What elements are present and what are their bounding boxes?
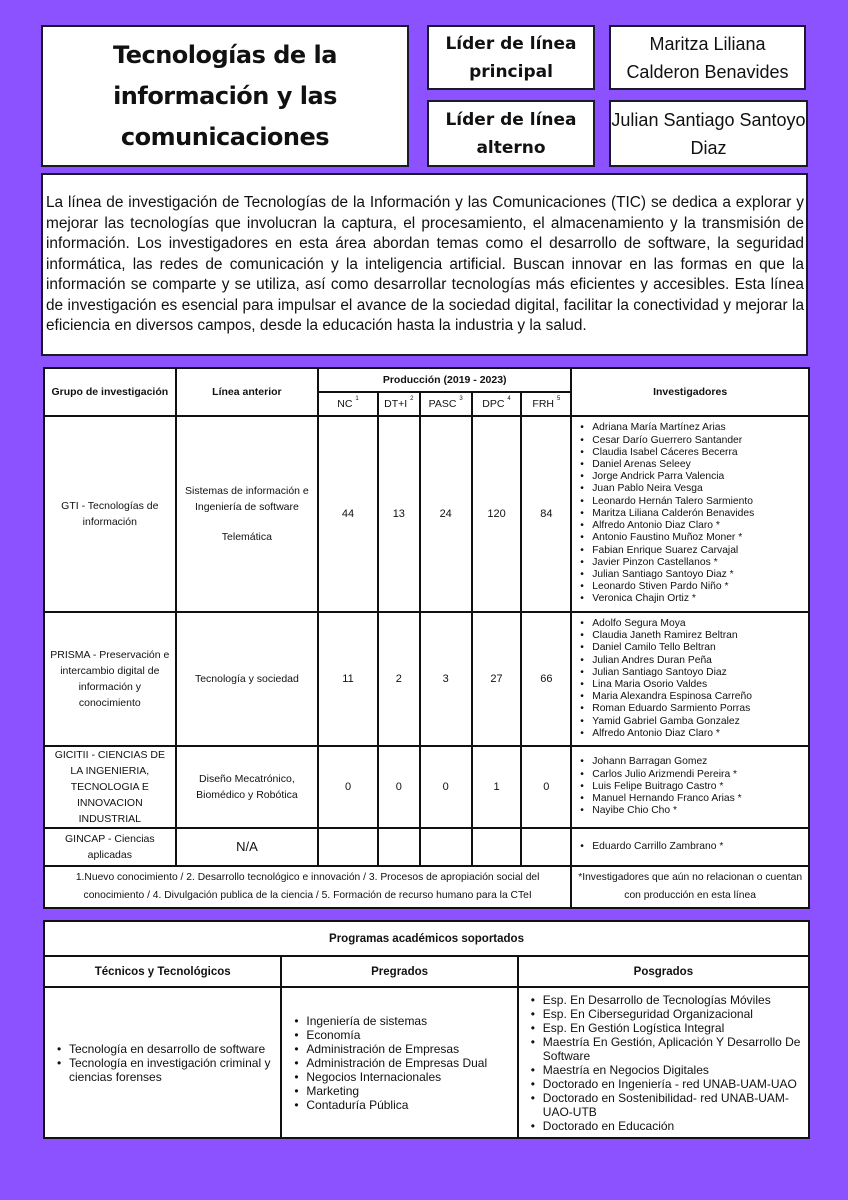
title-panel — [41, 25, 409, 167]
value-frh: 66 — [521, 612, 571, 746]
list-item: • Doctorado en Sostenibilidad- red UNAB-UAM-UAO-UTB — [531, 1091, 802, 1119]
value-dti — [378, 828, 420, 866]
list-item: • Maria Alexandra Espinosa Carreño — [580, 691, 804, 703]
list-item: • Julian Santiago Santoyo Diaz * — [580, 569, 804, 581]
programs-title: Programas académicos soportados — [44, 921, 809, 956]
value-dpc: 27 — [472, 612, 522, 746]
list-item: • Manuel Hernando Franco Arias * — [580, 793, 804, 805]
list-item: • Yamid Gabriel Gamba Gonzalez — [580, 716, 804, 728]
list-item: • Adriana María Martínez Arias — [580, 422, 804, 434]
list-item: • Javier Pinzon Castellanos * — [580, 557, 804, 569]
list-item: • Luis Felipe Buitrago Castro * — [580, 781, 804, 793]
value-dti: 13 — [378, 416, 420, 612]
list-item: • Esp. En Ciberseguridad Organizacional — [531, 1007, 802, 1021]
leader-alterno-name-panel — [609, 100, 808, 167]
list-item: • Administración de Empresas — [294, 1042, 510, 1056]
metric-dpc: DPC $^4$ — [472, 392, 522, 416]
list-item: • Leonardo Stiven Pardo Niño * — [580, 581, 804, 593]
researchers-list — [580, 618, 804, 740]
list-item: • Johann Barragan Gomez — [580, 756, 804, 768]
leader-principal-label-panel — [427, 25, 595, 90]
leader-principal-name: Maritza Liliana Calderon Benavides — [626, 33, 789, 82]
leader-alterno-label-panel — [427, 100, 595, 167]
table-row-prisma — [44, 612, 809, 746]
value-dti: 0 — [378, 746, 420, 828]
list-item: • Fabian Enrique Suarez Carvajal — [580, 545, 804, 557]
header-previous-line: Línea anterior — [176, 368, 319, 416]
programs-list-pregrados — [294, 1014, 510, 1112]
list-item: • Alfredo Antonio Diaz Claro * — [580, 520, 804, 532]
list-item: • Claudia Janeth Ramirez Beltran — [580, 630, 804, 642]
previous-line: Diseño Mecatrónico, Biomédico y Robótica — [176, 746, 319, 828]
previous-line: Tecnología y sociedad — [176, 612, 319, 746]
metrics-footnote: 1.Nuevo conocimiento / 2. Desarrollo tecnológico e innovación / 3. Procesos de apropiación social del conocimiento / 4. Divulgación publica de la ciencia / 5. Formación de recurso humano para la CTeI — [44, 866, 571, 908]
value-pasc: 0 — [420, 746, 472, 828]
list-item: • Cesar Darío Guerrero Santander — [580, 435, 804, 447]
group-name: GINCAP - Ciencias aplicadas — [44, 828, 176, 866]
value-frh: 0 — [521, 746, 571, 828]
programs-list-tecnicos — [57, 1042, 274, 1084]
list-item: • Lina Maria Osorio Valdes — [580, 679, 804, 691]
list-item: • Doctorado en Ingeniería - red UNAB-UAM-UAO — [531, 1077, 802, 1091]
list-item: • Esp. En Desarrollo de Tecnologías Móviles — [531, 993, 802, 1007]
leader-alterno-name: Julian Santiago Santoyo Diaz — [611, 109, 806, 158]
list-item: • Economía — [294, 1028, 510, 1042]
list-item: • Tecnología en investigación criminal y ciencias forenses — [57, 1056, 274, 1084]
value-frh: 84 — [521, 416, 571, 612]
leader-alterno-label: Líder de línea alterno — [445, 109, 577, 158]
list-item: • Daniel Camilo Tello Beltran — [580, 642, 804, 654]
programs-cell-posgrados — [518, 987, 809, 1138]
list-item: • Julian Santiago Santoyo Diaz — [580, 667, 804, 679]
value-dpc: 1 — [472, 746, 522, 828]
value-dti: 2 — [378, 612, 420, 746]
description-text: La línea de investigación de Tecnologías de la Información y las Comunicaciones (TIC) se dedica a explorar y mejorar las tecnologías que involucran la captura, el procesamiento, el almacenamiento y la transmisión de información. Los investigadores en esta área abordan temas como el desarrollo de software, la seguridad informática, las redes de comunicación y la inteligencia artificial. Buscan innovar en las formas en que la información se comparte y se utiliza, así como desarrollar tecnologías más eficientes y accesibles. Esta línea de investigación es esencial para impulsar el avance de la sociedad digital, facilitar la conectividad y mejorar la eficiencia en diversos campos, desde la educación hasta la industria y la salud. — [46, 194, 804, 334]
value-pasc: 3 — [420, 612, 472, 746]
researchers-cell — [571, 746, 809, 828]
list-item: • Tecnología en desarrollo de software — [57, 1042, 274, 1056]
researchers-list — [580, 756, 804, 817]
value-nc: 44 — [318, 416, 378, 612]
metric-nc: NC $^1$ — [318, 392, 378, 416]
list-item: • Eduardo Carrillo Zambrano * — [580, 841, 804, 853]
header-group: Grupo de investigación — [44, 368, 176, 416]
list-item: • Maestría en Negocios Digitales — [531, 1063, 802, 1077]
production-table — [43, 367, 810, 909]
list-item: • Maritza Liliana Calderón Benavides — [580, 508, 804, 520]
programs-table — [43, 920, 810, 1139]
programs-header-posgrados: Posgrados — [518, 956, 809, 987]
list-item: • Roman Eduardo Sarmiento Porras — [580, 703, 804, 715]
table-row-gti — [44, 416, 809, 612]
leader-principal-name-panel — [609, 25, 806, 90]
researchers-footnote: *Investigadores que aún no relacionan o cuentan con producción en esta línea — [571, 866, 809, 908]
programs-header-pregrados: Pregrados — [281, 956, 517, 987]
metric-frh: FRH $^5$ — [521, 392, 571, 416]
list-item: • Contaduría Pública — [294, 1098, 510, 1112]
metric-pasc: PASC $^3$ — [420, 392, 472, 416]
group-name: GICITII - CIENCIAS DE LA INGENIERIA, TECNOLOGIA E INNOVACION INDUSTRIAL — [44, 746, 176, 828]
list-item: • Adolfo Segura Moya — [580, 618, 804, 630]
value-nc — [318, 828, 378, 866]
list-item: • Administración de Empresas Dual — [294, 1056, 510, 1070]
list-item: • Marketing — [294, 1084, 510, 1098]
group-name: PRISMA - Preservación e intercambio digital de información y conocimiento — [44, 612, 176, 746]
researchers-cell — [571, 416, 809, 612]
value-frh — [521, 828, 571, 866]
page-title: Tecnologías de la información y las comunicaciones — [113, 40, 337, 151]
list-item: • Alfredo Antonio Diaz Claro * — [580, 728, 804, 740]
programs-cell-pregrados — [281, 987, 517, 1138]
programs-list-posgrados — [531, 993, 802, 1133]
leader-principal-label: Líder de línea principal — [445, 33, 577, 82]
programs-header-tecnicos: Técnicos y Tecnológicos — [44, 956, 281, 987]
value-dpc — [472, 828, 522, 866]
header-researchers: Investigadores — [571, 368, 809, 416]
list-item: • Jorge Andrick Parra Valencia — [580, 471, 804, 483]
list-item: • Doctorado en Educación — [531, 1119, 802, 1133]
previous-line: Sistemas de información e Ingeniería de software Telemática — [176, 416, 319, 612]
list-item: • Julian Andres Duran Peña — [580, 655, 804, 667]
value-nc: 0 — [318, 746, 378, 828]
list-item: • Negocios Internacionales — [294, 1070, 510, 1084]
list-item: • Leonardo Hernán Talero Sarmiento — [580, 496, 804, 508]
group-name: GTI - Tecnologías de información — [44, 416, 176, 612]
list-item: • Claudia Isabel Cáceres Becerra — [580, 447, 804, 459]
list-item: • Esp. En Gestión Logística Integral — [531, 1021, 802, 1035]
value-nc: 11 — [318, 612, 378, 746]
table-row-gincap — [44, 828, 809, 866]
researchers-cell — [571, 828, 809, 866]
list-item: • Nayibe Chio Cho * — [580, 805, 804, 817]
description-panel — [41, 173, 808, 356]
list-item: • Carlos Julio Arizmendi Pereira * — [580, 769, 804, 781]
value-pasc — [420, 828, 472, 866]
researchers-list — [580, 841, 804, 853]
list-item: • Daniel Arenas Seleey — [580, 459, 804, 471]
header-production: Producción (2019 - 2023) — [318, 368, 571, 392]
list-item: • Antonio Faustino Muñoz Moner * — [580, 532, 804, 544]
programs-cell-tecnicos — [44, 987, 281, 1138]
value-pasc: 24 — [420, 416, 472, 612]
metric-dti: DT+I $^2$ — [378, 392, 420, 416]
list-item: • Maestría En Gestión, Aplicación Y Desarrollo De Software — [531, 1035, 802, 1063]
researchers-cell — [571, 612, 809, 746]
table-row-gicitii — [44, 746, 809, 828]
researchers-list — [580, 422, 804, 605]
list-item: • Veronica Chajin Ortiz * — [580, 593, 804, 605]
previous-line: N/A — [176, 828, 319, 866]
value-dpc: 120 — [472, 416, 522, 612]
list-item: • Juan Pablo Neira Vesga — [580, 483, 804, 495]
list-item: • Ingeniería de sistemas — [294, 1014, 510, 1028]
